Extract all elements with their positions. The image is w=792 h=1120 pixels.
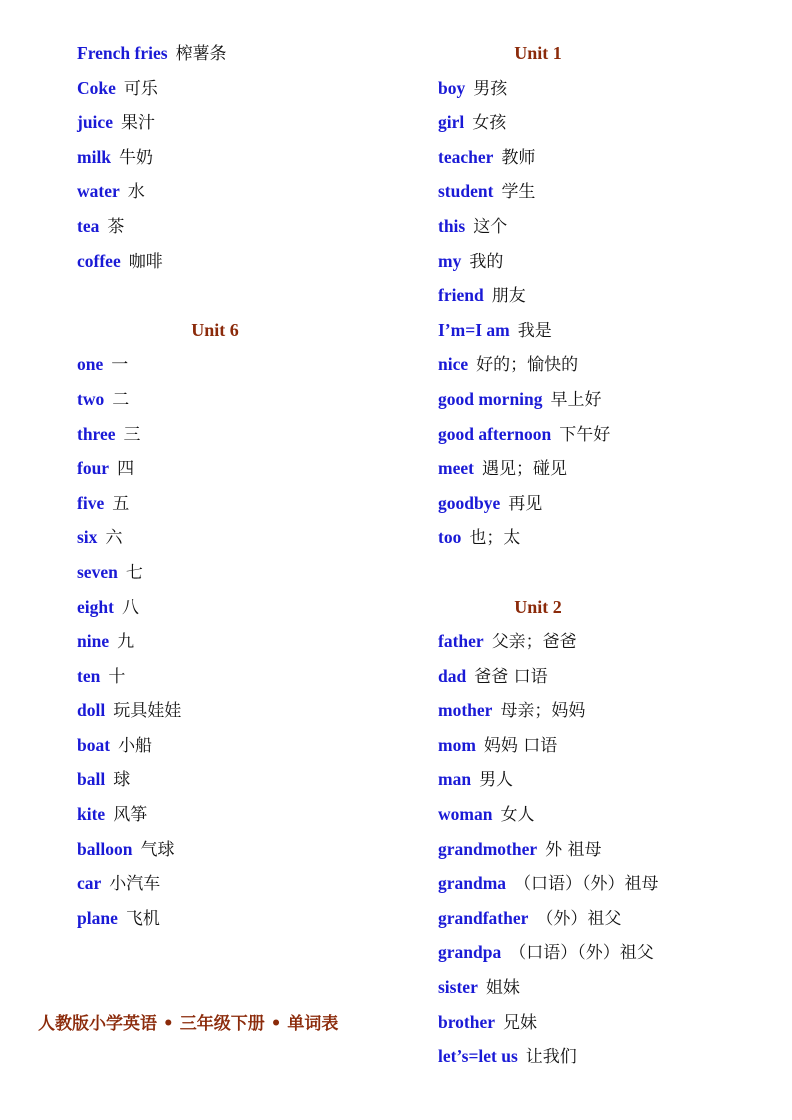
english-word: sister xyxy=(438,977,478,998)
chinese-meaning: 二 xyxy=(112,389,130,410)
chinese-meaning: 五 xyxy=(112,493,130,514)
chinese-meaning: 飞机 xyxy=(125,908,160,929)
spacer xyxy=(77,282,397,317)
english-word: dad xyxy=(438,665,467,686)
vocab-entry xyxy=(77,75,397,110)
chinese-meaning: 六 xyxy=(105,528,123,549)
vocab-entry xyxy=(438,282,768,317)
english-word: French fries xyxy=(77,43,168,63)
chinese-meaning: 让我们 xyxy=(525,1047,577,1068)
english-word: eight xyxy=(77,596,114,617)
vocab-entry xyxy=(438,801,768,836)
chinese-meaning: 母亲；妈妈 xyxy=(500,701,586,722)
vocab-entry xyxy=(77,455,397,490)
chinese-meaning: 遇见；碰见 xyxy=(481,459,567,480)
vocab-entry xyxy=(77,559,397,594)
english-word: Coke xyxy=(77,77,116,98)
chinese-meaning: 我的 xyxy=(469,251,504,272)
chinese-meaning: 父亲；爸爸 xyxy=(491,632,577,653)
vocab-entry xyxy=(438,75,768,110)
vocab-entry xyxy=(77,836,397,871)
chinese-meaning: 十 xyxy=(108,666,126,687)
vocab-entry xyxy=(77,697,397,732)
english-word: tea xyxy=(77,215,100,236)
english-word: grandpa xyxy=(438,942,502,963)
chinese-meaning: 下午好 xyxy=(559,424,611,445)
vocab-entry xyxy=(438,628,768,663)
english-word: my xyxy=(438,250,462,271)
chinese-meaning: 球 xyxy=(113,770,131,791)
vocab-entry xyxy=(77,663,397,698)
english-word: ten xyxy=(77,665,101,686)
chinese-meaning: 男人 xyxy=(479,770,514,791)
english-word: father xyxy=(438,631,484,652)
chinese-meaning: （口语）（外）祖父 xyxy=(509,943,654,964)
vocab-entry xyxy=(438,870,768,905)
chinese-meaning: 水 xyxy=(127,182,145,203)
english-word: water xyxy=(77,181,120,202)
chinese-meaning: 小船 xyxy=(118,735,153,756)
english-word: grandmother xyxy=(438,838,538,859)
chinese-meaning: 玩具娃娃 xyxy=(113,701,182,722)
vocab-entry xyxy=(77,870,397,905)
vocab-entry xyxy=(77,628,397,663)
chinese-meaning: 一 xyxy=(111,355,129,376)
english-word: mom xyxy=(438,734,476,755)
english-word: girl xyxy=(438,112,465,133)
chinese-meaning: 我是 xyxy=(517,320,552,341)
chinese-meaning: 咖啡 xyxy=(128,251,163,272)
english-word: good morning xyxy=(438,388,543,409)
unit-heading: Unit 2 xyxy=(514,596,562,617)
chinese-meaning: 妈妈 口语 xyxy=(483,735,558,756)
english-word: too xyxy=(438,527,462,548)
right-column xyxy=(438,40,768,1078)
english-word: teacher xyxy=(438,146,494,167)
chinese-meaning: 女人 xyxy=(500,805,535,826)
vocab-entry xyxy=(77,801,397,836)
vocab-entry xyxy=(77,178,397,213)
document-footer-title: 人教版小学英语 • 三年级下册 • 单词表 xyxy=(38,1014,339,1034)
vocab-entry xyxy=(438,490,768,525)
english-word: nice xyxy=(438,354,469,375)
english-word: five xyxy=(77,492,105,513)
chinese-meaning: （外）祖父 xyxy=(536,908,622,929)
chinese-meaning: 姐妹 xyxy=(485,978,520,999)
chinese-meaning: 牛奶 xyxy=(119,147,154,168)
vocab-entry xyxy=(438,524,768,559)
english-word: goodbye xyxy=(438,492,501,513)
vocab-entry xyxy=(77,248,397,283)
vocab-entry xyxy=(77,421,397,456)
vocab-entry xyxy=(438,386,768,421)
chinese-meaning: 三 xyxy=(123,424,141,445)
vocab-entry xyxy=(77,766,397,801)
chinese-meaning: 再见 xyxy=(508,493,543,514)
vocab-entry xyxy=(77,109,397,144)
chinese-meaning: 七 xyxy=(125,562,143,583)
vocab-entry xyxy=(438,836,768,871)
vocab-entry xyxy=(77,213,397,248)
vocab-entry xyxy=(77,386,397,421)
english-word: plane xyxy=(77,907,118,928)
vocab-entry xyxy=(77,351,397,386)
unit-heading: Unit 6 xyxy=(191,319,239,340)
vocab-entry xyxy=(77,490,397,525)
english-word: man xyxy=(438,769,472,790)
english-word: four xyxy=(77,458,110,479)
chinese-meaning: 四 xyxy=(117,459,135,480)
english-word: let’s=let us xyxy=(438,1046,518,1067)
chinese-meaning: 女孩 xyxy=(472,113,507,134)
vocab-entry xyxy=(438,109,768,144)
chinese-meaning: 可乐 xyxy=(123,78,158,99)
vocab-entry xyxy=(438,663,768,698)
vocab-entry xyxy=(438,1009,768,1044)
chinese-meaning: 兄妹 xyxy=(503,1012,538,1033)
chinese-meaning: 果汁 xyxy=(120,113,155,134)
english-word: brother xyxy=(438,1011,496,1032)
vocab-entry xyxy=(438,317,768,352)
chinese-meaning: 学生 xyxy=(501,182,536,203)
english-word: meet xyxy=(438,458,474,479)
chinese-meaning: 好的；愉快的 xyxy=(476,355,579,376)
vocab-entry xyxy=(438,248,768,283)
english-word: grandma xyxy=(438,873,507,894)
vocab-entry xyxy=(77,905,397,940)
vocab-entry xyxy=(438,905,768,940)
english-word: woman xyxy=(438,804,493,825)
english-word: three xyxy=(77,423,116,444)
english-word: good afternoon xyxy=(438,423,552,444)
vocab-entry xyxy=(438,732,768,767)
vocab-entry xyxy=(438,697,768,732)
vocab-entry xyxy=(438,1043,768,1078)
chinese-meaning: 早上好 xyxy=(550,389,602,410)
english-word: milk xyxy=(77,146,112,167)
vocab-entry xyxy=(438,939,768,974)
english-word: juice xyxy=(77,112,113,133)
vocab-entry xyxy=(77,594,397,629)
english-word: two xyxy=(77,388,105,409)
chinese-meaning: 外 祖母 xyxy=(545,839,602,860)
english-word: one xyxy=(77,354,104,375)
spacer xyxy=(438,559,768,594)
english-word: student xyxy=(438,181,494,202)
english-word: I’m=I am xyxy=(438,319,510,340)
vocab-entry xyxy=(438,351,768,386)
vocab-entry xyxy=(77,524,397,559)
vocab-entry xyxy=(438,766,768,801)
unit-heading: Unit 1 xyxy=(514,43,562,63)
english-word: kite xyxy=(77,804,106,825)
vocab-entry xyxy=(438,974,768,1009)
chinese-meaning: 男孩 xyxy=(473,78,508,99)
english-word: nine xyxy=(77,631,110,652)
chinese-meaning: 教师 xyxy=(501,147,536,168)
chinese-meaning: 八 xyxy=(121,597,139,618)
english-word: ball xyxy=(77,769,106,790)
vocab-entry xyxy=(77,144,397,179)
left-column xyxy=(77,40,397,939)
english-word: coffee xyxy=(77,250,121,271)
english-word: balloon xyxy=(77,838,133,859)
chinese-meaning: 小汽车 xyxy=(109,874,161,895)
english-word: grandfather xyxy=(438,907,529,928)
english-word: this xyxy=(438,215,466,236)
chinese-meaning: 也；太 xyxy=(469,528,521,549)
chinese-meaning: 茶 xyxy=(107,216,125,237)
vocab-entry xyxy=(438,178,768,213)
vocab-entry xyxy=(77,732,397,767)
chinese-meaning: 朋友 xyxy=(491,286,526,307)
english-word: boat xyxy=(77,734,111,755)
chinese-meaning: 爸爸 口语 xyxy=(474,666,548,687)
vocab-entry xyxy=(77,40,397,75)
english-word: six xyxy=(77,527,98,548)
english-word: doll xyxy=(77,700,106,721)
vocab-entry xyxy=(438,421,768,456)
english-word: boy xyxy=(438,77,466,98)
chinese-meaning: 风筝 xyxy=(113,805,148,826)
vocab-entry xyxy=(438,455,768,490)
english-word: friend xyxy=(438,285,484,306)
english-word: mother xyxy=(438,700,493,721)
english-word: seven xyxy=(77,561,118,582)
chinese-meaning: 这个 xyxy=(473,216,508,237)
english-word: car xyxy=(77,873,102,894)
vocab-entry xyxy=(438,144,768,179)
chinese-meaning: 九 xyxy=(117,632,135,653)
chinese-meaning: 榨薯条 xyxy=(175,44,227,64)
chinese-meaning: （口语）（外）祖母 xyxy=(514,874,659,895)
chinese-meaning: 气球 xyxy=(140,839,175,860)
vocab-entry xyxy=(438,213,768,248)
